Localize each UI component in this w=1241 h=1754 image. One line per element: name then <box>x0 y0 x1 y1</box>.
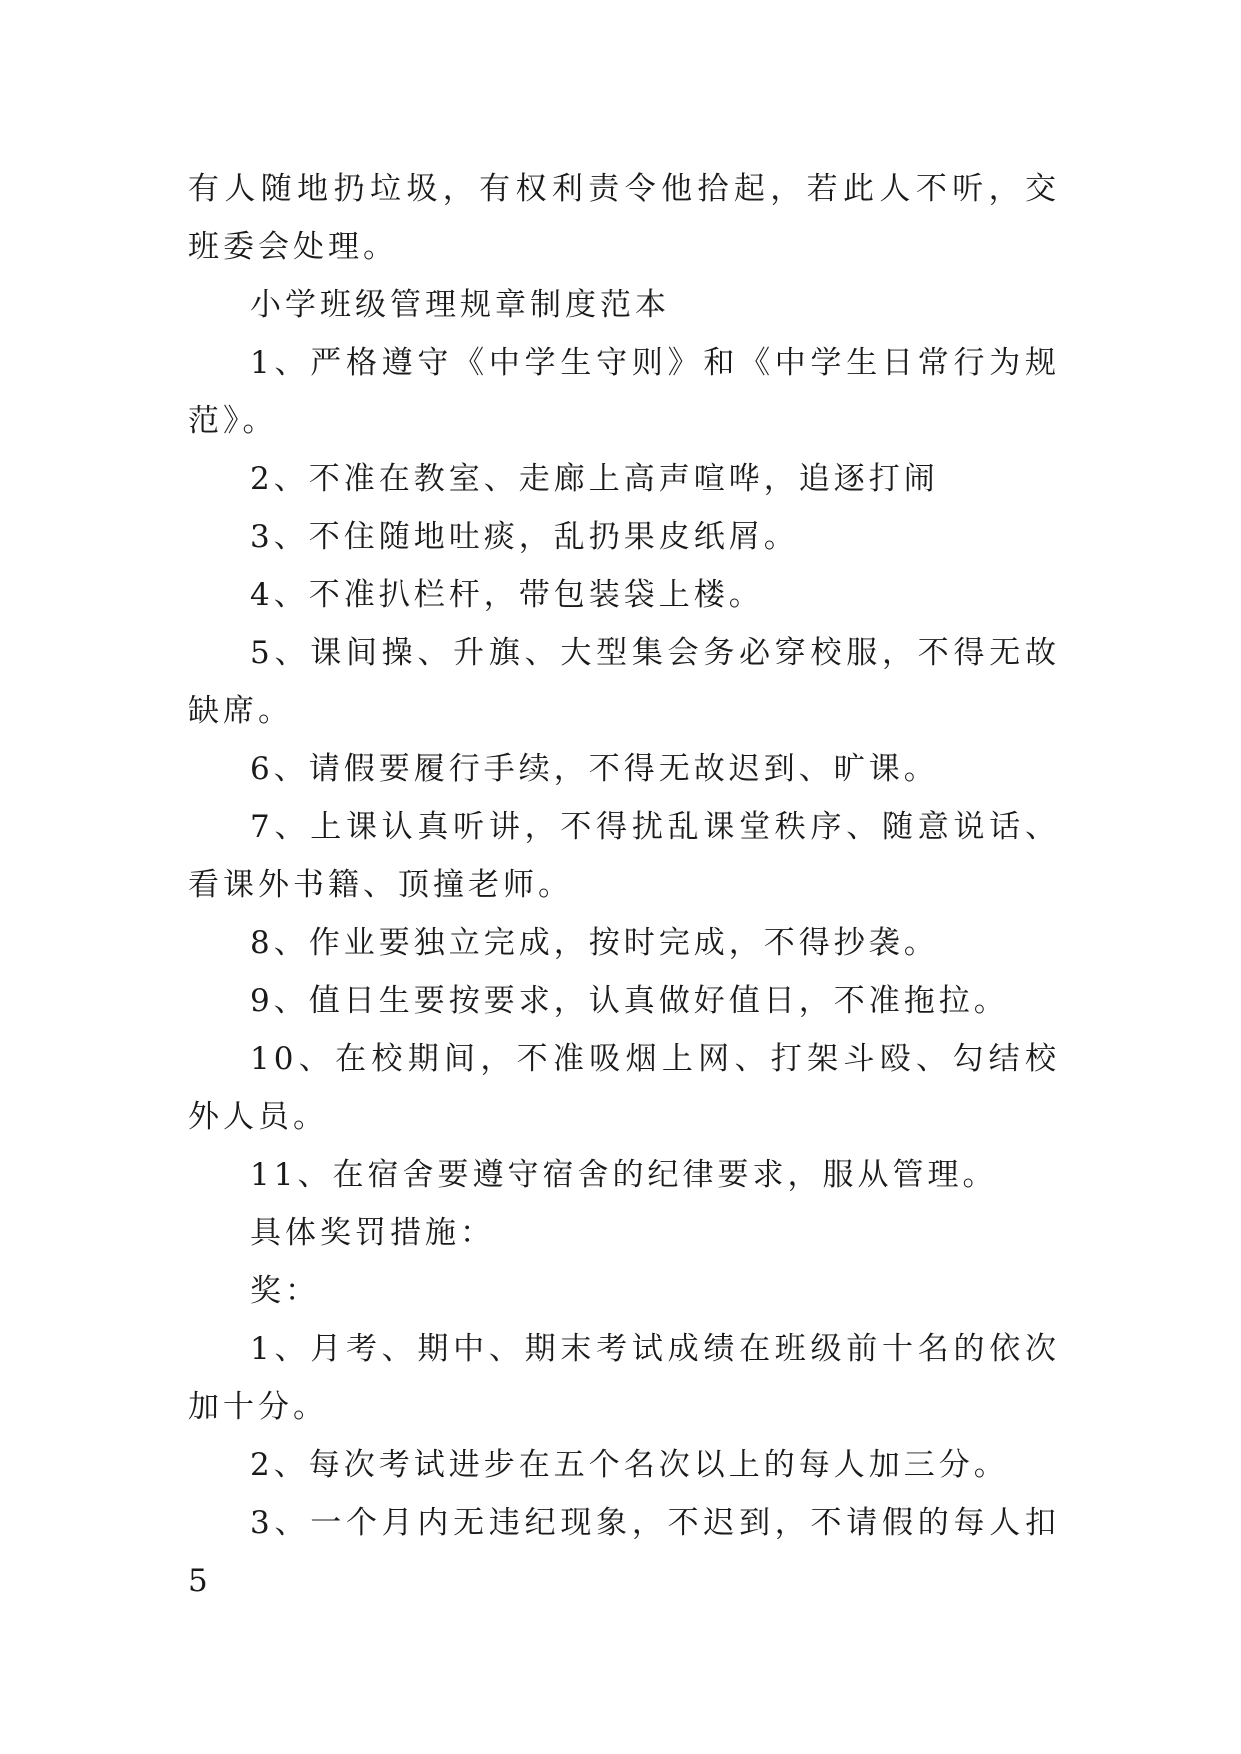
paragraph-9: 7、上课认真听讲，不得扰乱课堂秩序、随意说话、看课外书籍、顶撞老师。 <box>188 809 1060 903</box>
paragraph-8: 6、请假要履行手续，不得无故迟到、旷课。 <box>250 751 939 787</box>
paragraph-12: 10、在校期间，不准吸烟上网、打架斗殴、勾结校外人员。 <box>188 1041 1060 1135</box>
paragraph-15: 奖： <box>250 1273 320 1309</box>
paragraph-13: 11、在宿舍要遵守宿舍的纪律要求，服从管理。 <box>250 1157 998 1193</box>
paragraph-7: 5、课间操、升旗、大型集会务必穿校服，不得无故缺席。 <box>188 635 1060 729</box>
paragraph-11: 9、值日生要按要求，认真做好值日，不准拖拉。 <box>250 983 1009 1019</box>
paragraph-4: 2、不准在教室、走廊上高声喧哗，追逐打闹 <box>250 461 939 497</box>
paragraph-2: 小学班级管理规章制度范本 <box>250 287 670 323</box>
document-body <box>188 160 1060 1610</box>
paragraph-17: 2、每次考试进步在五个名次以上的每人加三分。 <box>250 1447 1009 1483</box>
paragraph-3: 1、严格遵守《中学生守则》和《中学生日常行为规范》。 <box>188 345 1060 439</box>
paragraph-5: 3、不住随地吐痰，乱扔果皮纸屑。 <box>250 519 799 555</box>
paragraph-16: 1、月考、期中、期末考试成绩在班级前十名的依次加十分。 <box>188 1331 1060 1425</box>
paragraph-1: 有人随地扔垃圾，有权利责令他拾起，若此人不听，交班委会处理。 <box>188 171 1060 265</box>
paragraph-6: 4、不准扒栏杆，带包装袋上楼。 <box>250 577 764 613</box>
paragraph-14: 具体奖罚措施： <box>250 1215 495 1251</box>
paragraph-10: 8、作业要独立完成，按时完成，不得抄袭。 <box>250 925 939 961</box>
paragraph-18: 3、一个月内无违纪现象，不迟到，不请假的每人扣5 <box>188 1505 1060 1599</box>
